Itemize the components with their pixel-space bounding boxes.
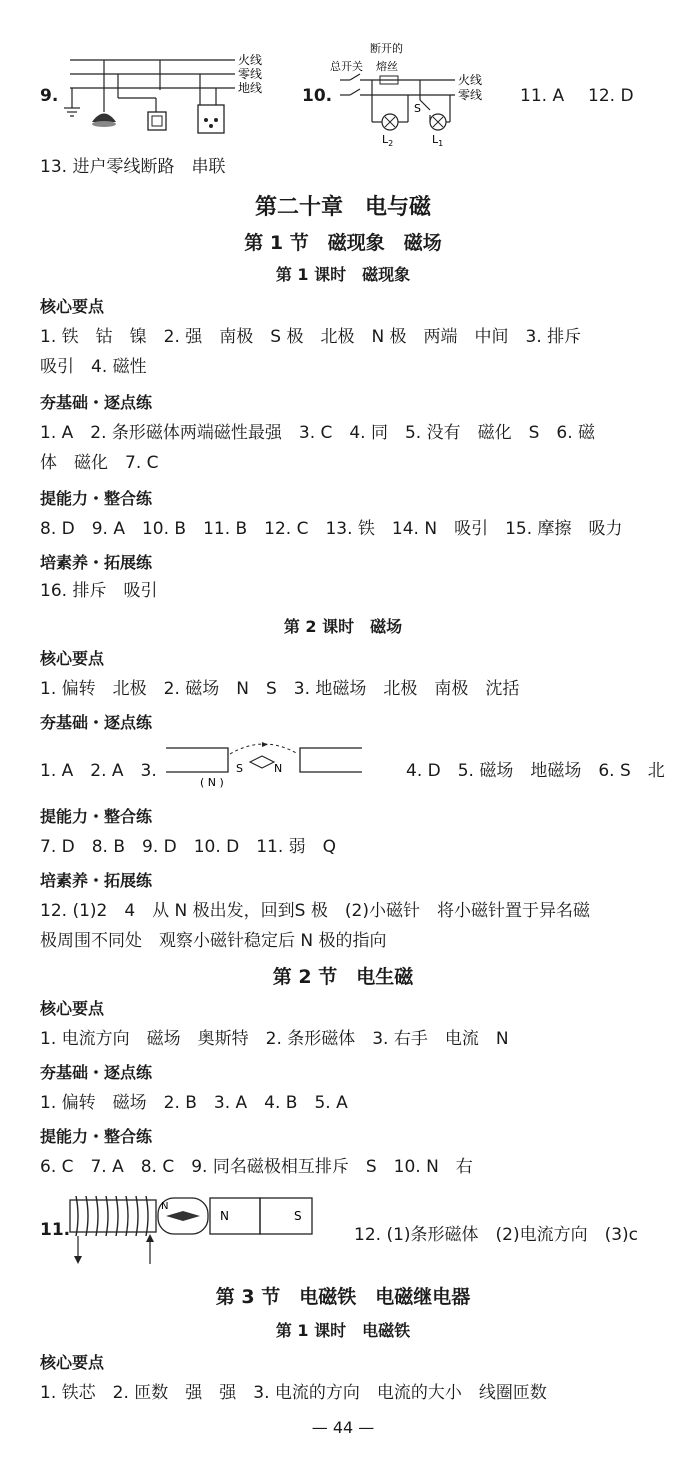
s1l2-core-heading: 核心要点 [40,649,105,668]
section1-lesson1-title: 第 1 课时 磁现象 [275,265,411,284]
q9-fire-label: 火线 [238,53,263,67]
s1l2-ext-line1: 12. (1)2 4 从 N 极出发，回到S 极 (2)小磁针 将小磁针置于异名磁 [40,901,590,921]
s1l1-basic-line1: 1. A 2. 条形磁体两端磁性最强 3. C 4. 同 5. 没有 磁化 S 6. 磁 [40,423,596,443]
q10-broken-label: 断开的 [370,42,403,55]
q9-circuit-diagram [60,50,290,140]
bar-magnet-N-label: N [220,1209,229,1223]
needle-S-label: S [236,762,243,775]
s3-core-line1: 1. 铁芯 2. 匝数 强 强 3. 电流的方向 电流的大小 线圈匝数 [40,1383,547,1403]
solenoid-diagram [70,1192,330,1272]
s2-basic-line1: 1. 偏转 磁场 2. B 3. A 4. B 5. A [40,1093,348,1113]
s1l2-ability-line1: 7. D 8. B 9. D 10. D 11. 弱 Q [40,837,337,857]
s1l2-basic-part-b: 4. D 5. 磁场 地磁场 6. S 北 [406,761,665,781]
s2-q11-number: 11. [40,1220,71,1240]
s1l1-core-line2: 吸引 4. 磁性 [40,357,147,377]
section2-title: 第 2 节 电生磁 [272,966,414,988]
s2-ability-line1: 6. C 7. A 8. C 9. 同名磁极相互排斥 S 10. N 右 [40,1157,473,1177]
section1-title: 第 1 节 磁现象 磁场 [244,232,442,254]
s2-ability-heading: 提能力・整合练 [40,1127,153,1146]
q10-zero-label: 零线 [458,88,483,102]
s2-basic-heading: 夯基础・逐点练 [40,1063,153,1082]
section3-lesson1-title: 第 1 课时 电磁铁 [275,1321,411,1340]
s1l2-ext-line2: 极周围不同处 观察小磁针稳定后 N 极的指向 [40,931,387,951]
s1l2-basic-heading: 夯基础・逐点练 [40,713,153,732]
s3-core-heading: 核心要点 [40,1353,105,1372]
q9-number: 9. [40,86,59,106]
q10-L1-label: $L_1$ [432,133,444,148]
section1-lesson2-title: 第 2 课时 磁场 [283,617,403,636]
s1l1-ext-heading: 培素养・拓展练 [40,553,153,572]
q11-answer: 11. A [520,86,565,106]
q9-ground-label: 地线 [238,81,263,95]
magnet-N-label: ( N ) [200,776,224,789]
q10-fuse-label: 熔丝 [376,60,398,73]
s2-q12-answer: 12. (1)条形磁体 (2)电流方向 (3)c [354,1225,639,1245]
q12-answer: 12. D [588,86,634,106]
q10-fire-label: 火线 [458,73,483,87]
q13-answer: 13. 进户零线断路 串联 [40,157,226,177]
chapter-title: 第二十章 电与磁 [254,194,431,220]
s1l1-core-heading: 核心要点 [40,297,105,316]
q10-S-label: S [414,102,421,115]
q10-main-switch-label: 总开关 [330,60,363,73]
q10-number: 10. [302,86,333,106]
s1l2-core-line1: 1. 偏转 北极 2. 磁场 N S 3. 地磁场 北极 南极 沈括 [40,679,520,699]
s1l1-basic-heading: 夯基础・逐点练 [40,393,153,412]
page-number: — 44 — [311,1418,375,1437]
s1l1-core-line1: 1. 铁 钴 镍 2. 强 南极 S 极 北极 N 极 两端 中间 3. 排斥 [40,327,582,347]
section3-title: 第 3 节 电磁铁 电磁继电器 [215,1286,471,1308]
bar-magnet-S-label: S [294,1209,302,1223]
s2-core-line1: 1. 电流方向 磁场 奥斯特 2. 条形磁体 3. 右手 电流 N [40,1029,509,1049]
s1l2-ability-heading: 提能力・整合练 [40,807,153,826]
magnet-field-diagram [166,740,386,790]
s2-core-heading: 核心要点 [40,999,105,1018]
q9-zero-label: 零线 [238,67,263,81]
s1l2-ext-heading: 培素养・拓展练 [40,871,153,890]
needle-N-label: N [274,762,283,775]
solenoid-N-label: N [161,1201,169,1212]
q10-L2-label: $L_2$ [382,133,394,148]
s1l1-ability-line1: 8. D 9. A 10. B 11. B 12. C 13. 铁 14. N 吸引 15. 摩擦 吸力 [40,519,623,539]
s1l1-ability-heading: 提能力・整合练 [40,489,153,508]
s1l2-basic-part-a: 1. A 2. A 3. [40,761,157,781]
s1l1-ext-line1: 16. 排斥 吸引 [40,581,158,601]
s1l1-basic-line2: 体 磁化 7. C [40,453,159,473]
q10-circuit-diagram [330,40,530,150]
